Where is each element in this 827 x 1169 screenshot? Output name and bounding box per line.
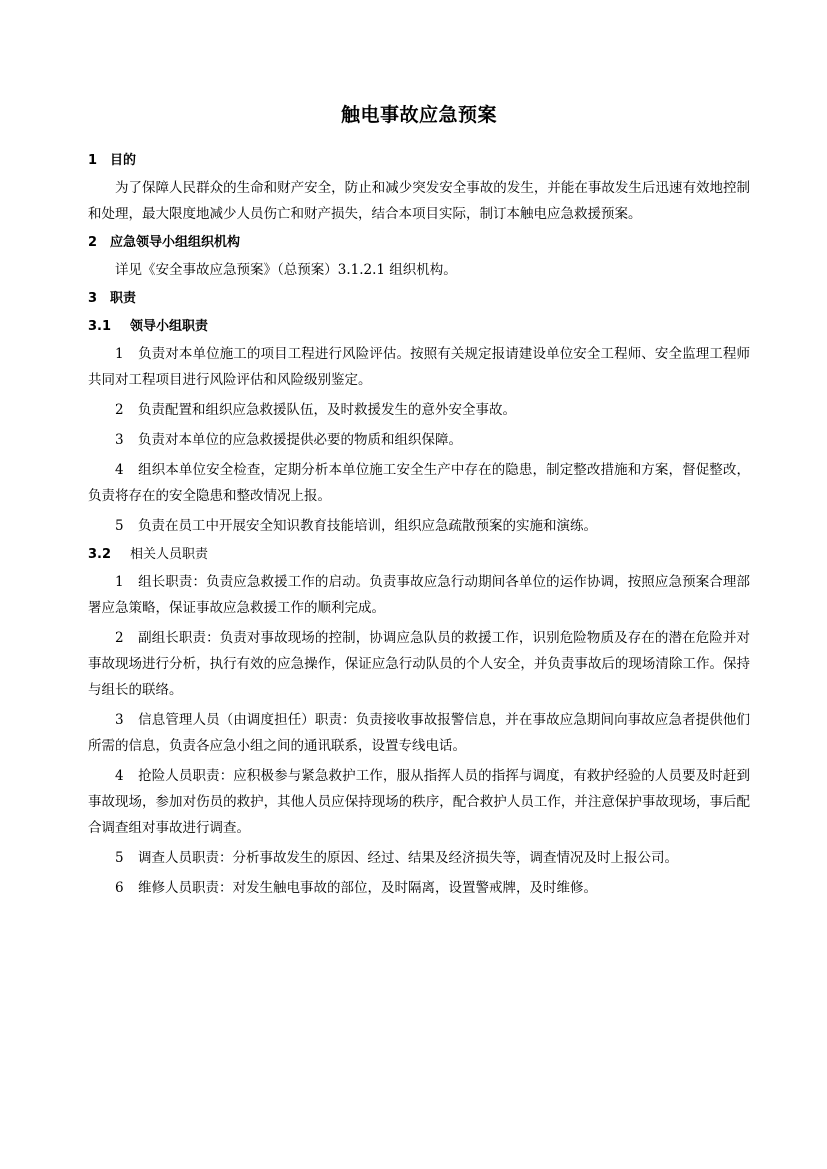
section-1-number: 1 (88, 153, 98, 168)
list-item (88, 763, 750, 841)
section-2-number: 2 (88, 235, 98, 250)
list-item (88, 625, 750, 703)
list-item-text: 负责对本单位的应急救援提供必要的物质和组织保障。 (138, 432, 462, 448)
list-item-number: 1 (115, 574, 124, 590)
list-item (88, 569, 750, 621)
list-item-text: 调查人员职责：分析事故发生的原因、经过、结果及经济损失等，调查情况及时上报公司。 (138, 850, 678, 866)
list-item-text: 负责配置和组织应急救援队伍，及时救援发生的意外安全事故。 (138, 402, 516, 418)
list-item-number: 5 (115, 850, 124, 866)
list-item-number: 4 (115, 462, 124, 478)
list-item-number: 1 (115, 346, 124, 362)
section-2-title: 应急领导小组组织机构 (110, 235, 241, 250)
list-item (88, 457, 750, 509)
section-1-title: 目的 (110, 153, 137, 168)
list-item-number: 2 (115, 402, 124, 418)
list-item-text: 维修人员职责：对发生触电事故的部位，及时隔离，设置警戒牌，及时维修。 (138, 880, 597, 896)
section-2-heading (88, 229, 750, 257)
section-3-1-title: 领导小组职责 (130, 319, 209, 334)
list-item (88, 341, 750, 393)
section-3-1-number: 3.1 (88, 319, 112, 334)
list-item-text: 组长职责：负责应急救援工作的启动。负责事故应急行动期间各单位的运作协调，按照应急预案合理部署应急策略，保证事故应急救援工作的顺利完成。 (88, 574, 750, 616)
list-item (88, 513, 750, 539)
list-item-text: 组织本单位安全检查，定期分析本单位施工安全生产中存在的隐患，制定整改措施和方案，督促整改，负责将存在的安全隐患和整改情况上报。 (88, 462, 750, 504)
list-item-text: 负责对本单位施工的项目工程进行风险评估。按照有关规定报请建设单位安全工程师、安全监理工程师共同对工程项目进行风险评估和风险级别鉴定。 (88, 346, 750, 388)
list-item (88, 845, 750, 871)
section-3-2-heading (88, 541, 750, 569)
list-item (88, 427, 750, 453)
list-item-number: 3 (115, 432, 124, 448)
list-item-number: 3 (115, 712, 124, 728)
list-item-text: 负责在员工中开展安全知识教育技能培训，组织应急疏散预案的实施和演练。 (138, 518, 597, 534)
section-3-title: 职责 (110, 291, 137, 306)
section-3-heading (88, 285, 750, 313)
section-3-2-number: 3.2 (88, 547, 112, 562)
section-2-paragraph: 详见《安全事故应急预案》（总预案）3.1.2.1 组织机构。 (115, 262, 457, 278)
section-3-1-heading (88, 313, 750, 341)
list-item-number: 5 (115, 518, 124, 534)
list-item-number: 4 (115, 768, 124, 784)
list-item (88, 875, 750, 901)
list-item (88, 397, 750, 423)
list-item (88, 707, 750, 759)
list-item-text: 信息管理人员（由调度担任）职责：负责接收事故报警信息，并在事故应急期间向事故应急者提供他们所需的信息，负责各应急小组之间的通讯联系，设置专线电话。 (88, 712, 750, 754)
list-item-number: 6 (115, 880, 124, 896)
list-item-text: 副组长职责：负责对事故现场的控制，协调应急队员的救援工作，识别危险物质及存在的潜在危险并对事故现场进行分析，执行有效的应急操作，保证应急行动队员的个人安全，并负责事故后的现场清除工作。保持与组长的联络。 (88, 630, 750, 698)
section-3-number: 3 (88, 291, 98, 306)
document-body (88, 147, 750, 901)
list-item-number: 2 (115, 630, 124, 646)
section-1-heading (88, 147, 750, 175)
list-item-text: 抢险人员职责：应积极参与紧急救护工作，服从指挥人员的指挥与调度，有救护经验的人员要及时赶到事故现场，参加对伤员的救护，其他人员应保持现场的秩序，配合救护人员工作，并注意保护事故现场，事后配合调查组对事故进行调查。 (88, 768, 750, 836)
section-1-paragraph: 为了保障人民群众的生命和财产安全，防止和减少突发安全事故的发生，并能在事故发生后迅速有效地控制和处理，最大限度地减少人员伤亡和财产损失，结合本项目实际，制订本触电应急救援预案。 (88, 180, 750, 222)
document-title: 触电事故应急预案 (340, 104, 497, 126)
section-3-2-title: 相关人员职责 (130, 547, 209, 562)
